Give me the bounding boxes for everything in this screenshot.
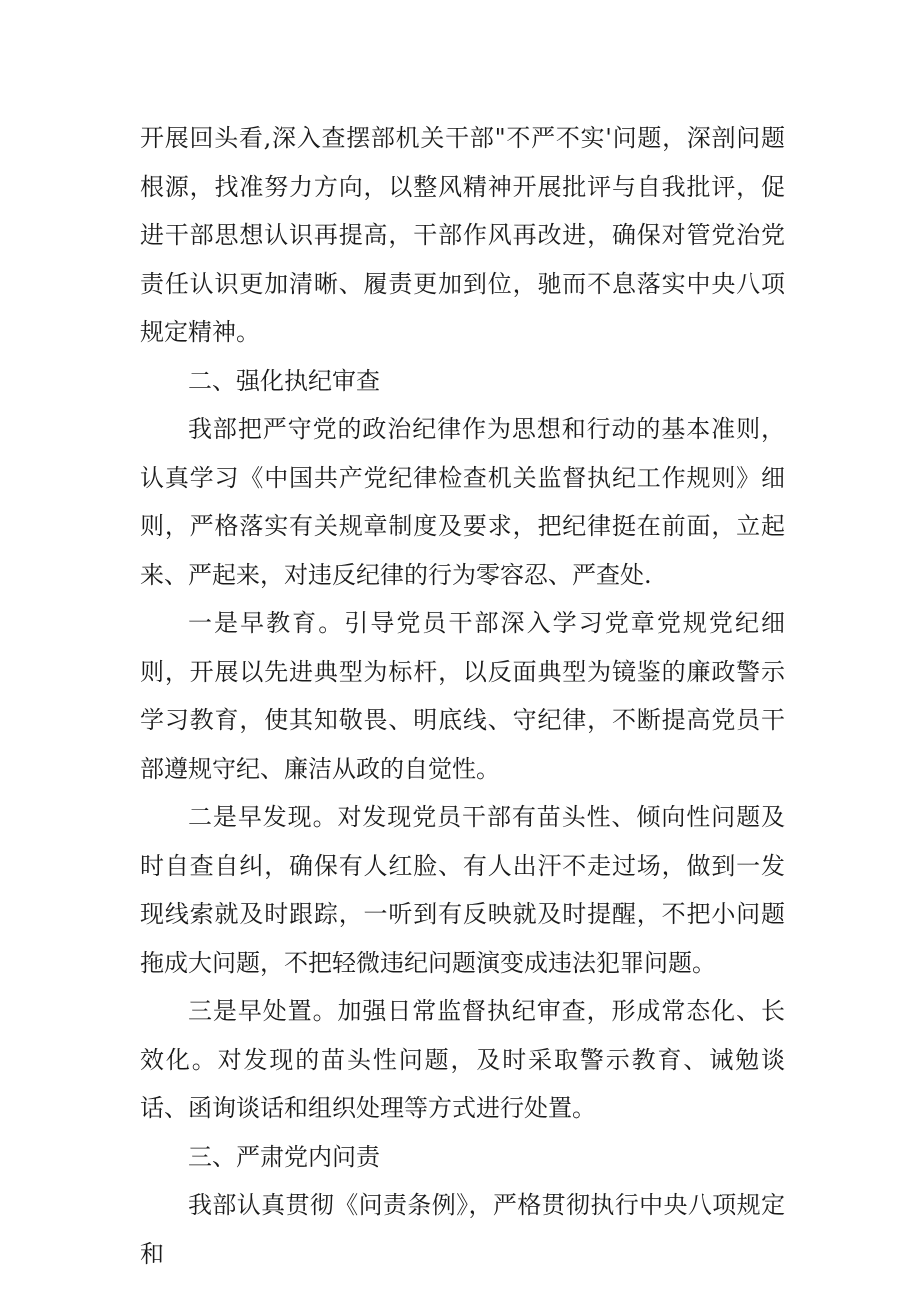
paragraph-early-disposal: 三是早处置。加强日常监督执纪审查，形成常态化、长效化。对发现的苗头性问题，及时采取警示教育、诫勉谈话、函询谈话和组织处理等方式进行处置。 [140, 997, 785, 1122]
paragraph-discipline-intro: 我部把严守党的政治纪律作为思想和行动的基本准则，认真学习《中国共产党纪律检查机关监督执纪工作规则》细则，严格落实有关规章制度及要求，把纪律挺在前面，立起来、严起来，对违反纪律的行为零容忍、严查处. [140, 415, 785, 589]
document-body [140, 114, 785, 1278]
paragraph-early-education: 一是早教育。引导党员干部深入学习党章党规党纪细则，开展以先进典型为标杆，以反面典型为镜鉴的廉政警示学习教育，使其知敬畏、明底线、守纪律，不断提高党员干部遵规守纪、廉洁从政的自觉性。 [140, 609, 785, 783]
paragraph-accountability-intro: 我部认真贯彻《问责条例》，严格贯彻执行中央八项规定和 [140, 1191, 785, 1268]
section-heading-3: 三、严肃党内问责 [188, 1142, 380, 1171]
paragraph-continuation: 开展回头看,深入查摆部机关干部"不严不实'问题，深剖问题根源，找准努力方向，以整风精神开展批评与自我批评，促进干部思想认识再提高，干部作风再改进，确保对管党治党责任认识更加清晰、履责更加到位，驰而不息落实中央八项规定精神。 [140, 124, 785, 346]
section-heading-2: 二、强化执纪审查 [188, 366, 380, 395]
paragraph-early-discovery: 二是早发现。对发现党员干部有苗头性、倾向性问题及时自查自纠，确保有人红脸、有人出汗不走过场，做到一发现线索就及时跟踪，一听到有反映就及时提醒，不把小问题拖成大问题，不把轻微违纪问题演变成违法犯罪问题。 [140, 803, 785, 977]
